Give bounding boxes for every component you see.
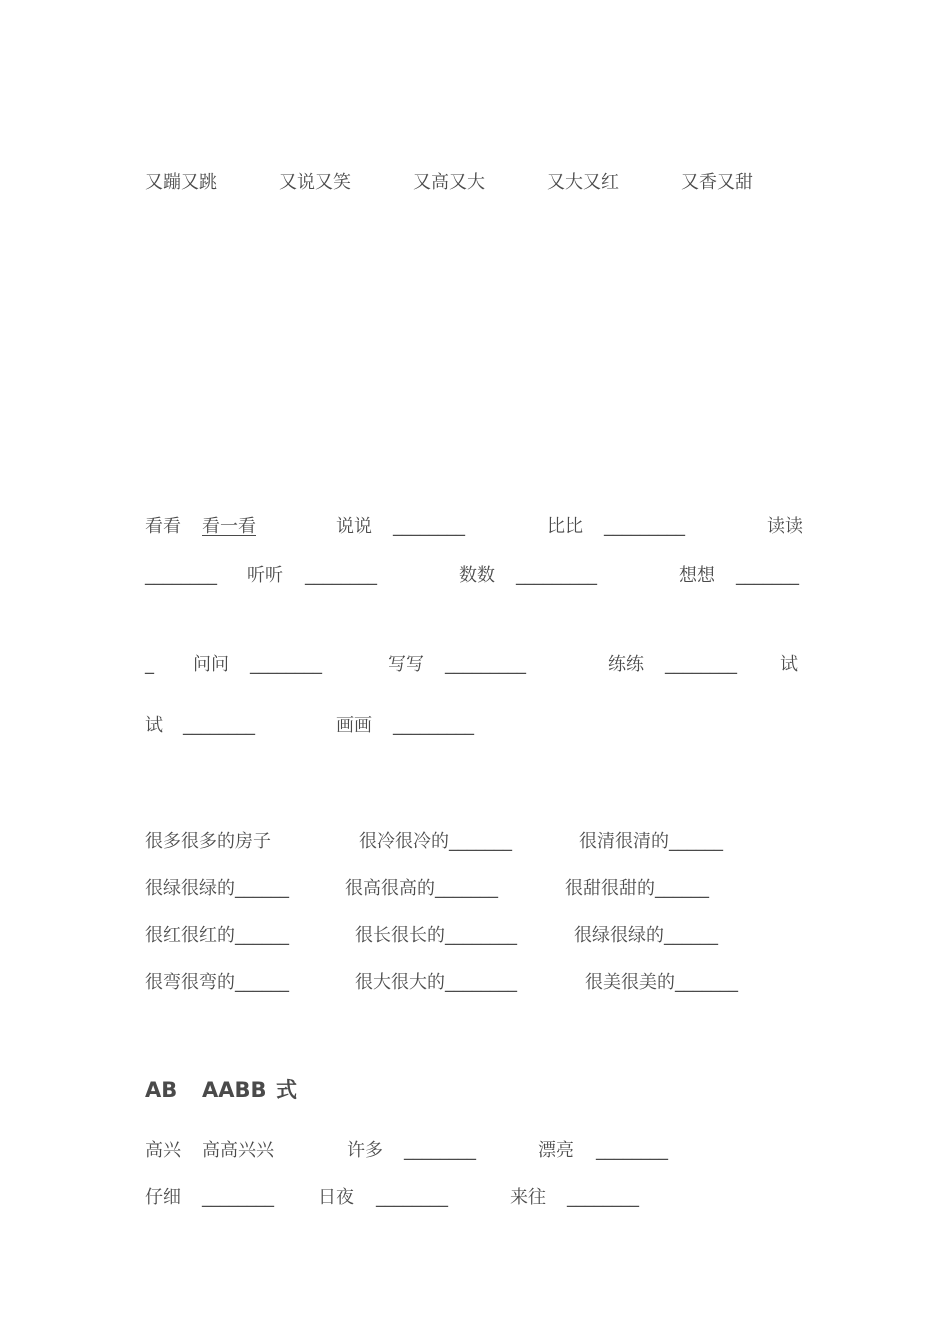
word: 练练	[608, 654, 644, 675]
blank: _______	[736, 565, 799, 586]
word: 读读	[767, 516, 803, 537]
blank: ________	[250, 654, 322, 675]
phrase: 又蹦又跳	[145, 172, 217, 193]
blank: ________	[183, 715, 255, 736]
word: 数数	[459, 565, 495, 586]
heading-ab: AB	[145, 1078, 178, 1102]
phrase: 很多很多的房子	[145, 831, 271, 852]
example-answer: 看一看	[202, 516, 256, 537]
blank: ________	[404, 1140, 476, 1161]
phrase: 很绿很绿的______	[145, 878, 289, 899]
word: 问问	[193, 654, 229, 675]
blank: ________	[393, 516, 465, 537]
phrase: 很绿很绿的______	[574, 925, 718, 946]
phrase: 又香又甜	[681, 172, 753, 193]
heading-suffix: 式	[276, 1078, 297, 1102]
blank: ________	[202, 1187, 274, 1208]
blank: ________	[305, 565, 377, 586]
word: 许多	[347, 1140, 383, 1161]
blank: ________	[376, 1187, 448, 1208]
blank: ________	[567, 1187, 639, 1208]
word: 高兴	[145, 1140, 181, 1161]
blank: _________	[393, 715, 474, 736]
phrase: 又说又笑	[279, 172, 351, 193]
word: 想想	[679, 565, 715, 586]
word: 看看	[145, 516, 181, 537]
example-answer: 高高兴兴	[202, 1140, 274, 1161]
blank: ________	[145, 565, 217, 586]
word: 漂亮	[538, 1140, 574, 1161]
blank: _________	[516, 565, 597, 586]
phrase: 很长很长的________	[355, 925, 517, 946]
word: 画画	[336, 715, 372, 736]
word: 试	[145, 715, 163, 736]
phrase: 很红很红的______	[145, 925, 289, 946]
phrase: 很美很美的_______	[585, 972, 738, 993]
blank: ________	[665, 654, 737, 675]
phrase: 很弯很弯的______	[145, 972, 289, 993]
word: 听听	[247, 565, 283, 586]
word: 试	[780, 654, 798, 675]
phrase: 又大又红	[547, 172, 619, 193]
word: 说说	[336, 516, 372, 537]
phrase: 很大很大的________	[355, 972, 517, 993]
blank: ________	[596, 1140, 668, 1161]
word: 写写	[388, 654, 424, 675]
phrase: 很甜很甜的______	[565, 878, 709, 899]
blank: _________	[445, 654, 526, 675]
phrase: 又高又大	[413, 172, 485, 193]
blank: _________	[604, 516, 685, 537]
phrase: 很冷很冷的_______	[359, 831, 512, 852]
word: 日夜	[318, 1187, 354, 1208]
blank: _	[145, 654, 154, 675]
phrase: 很高很高的_______	[345, 878, 498, 899]
word: 来往	[510, 1187, 546, 1208]
word: 仔细	[145, 1187, 181, 1208]
word: 比比	[547, 516, 583, 537]
phrase: 很清很清的______	[579, 831, 723, 852]
heading-aabb: AABB	[202, 1078, 267, 1102]
